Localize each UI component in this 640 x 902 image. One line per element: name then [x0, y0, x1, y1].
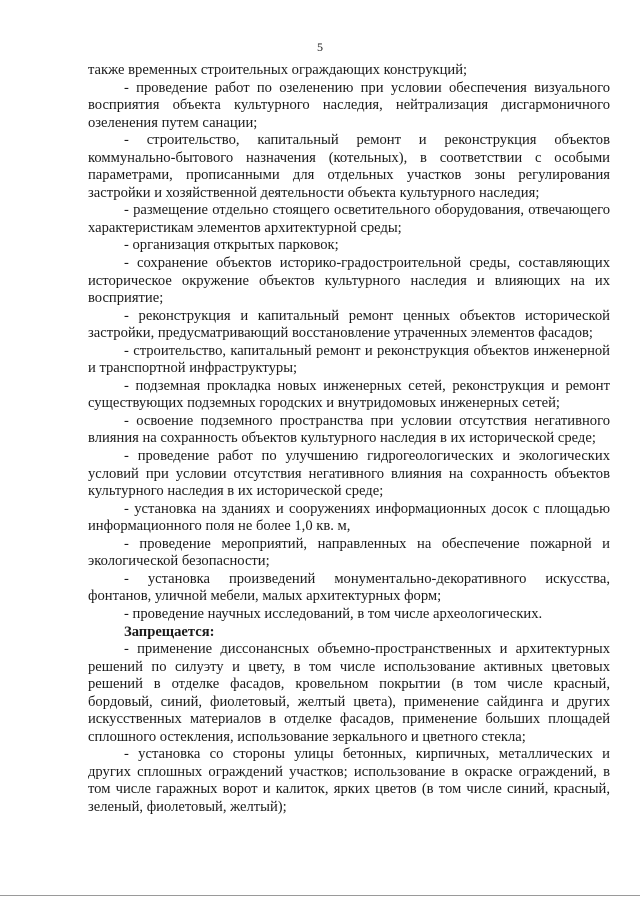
document-body [88, 62, 610, 817]
document-paragraph: также временных строительных ограждающих конструкций; [88, 62, 468, 78]
page-number: 5 [317, 40, 323, 54]
document-paragraph: - проведение научных исследований, в том числе археологических. [124, 605, 543, 622]
document-paragraph: - освоение подземного пространства при условии отсутствия негативного влияния на сохранность объектов культурного наследия в их исторической среде; [88, 412, 610, 447]
document-paragraph: - проведение работ по улучшению гидрогеологических и экологических условий при условии отсутствия негативного влияния на сохранность объектов культурного наследия в их исторической среде; [88, 448, 610, 500]
document-paragraph: - подземная прокладка новых инженерных сетей, реконструкция и ремонт существующих подземных городских и внутридомовых инженерных сетей; [88, 377, 610, 412]
document-paragraph: - установка произведений монументально-декоративного искусства, фонтанов, уличной мебели, малых архитектурных форм; [88, 570, 610, 605]
document-paragraph: - проведение мероприятий, направленных на обеспечение пожарной и экологической безопасности; [88, 535, 610, 570]
document-paragraph: - сохранение объектов историко-градостроительной среды, составляющих историческое окружение объектов культурного наследия и влияющих на их восприятие; [88, 255, 610, 307]
bottom-rule [0, 895, 640, 896]
document-paragraph: - организация открытых парковок; [124, 237, 339, 254]
document-paragraph: - установка на зданиях и сооружениях информационных досок с площадью информационного поля не более 1,0 кв. м, [88, 500, 610, 535]
document-paragraph: - установка со стороны улицы бетонных, кирпичных, металлических и других сплошных ограждений участков; использование в окраске ограждений, в том числе гаражных ворот и калиток, ярких цветов (в том числе синий, красный, зеленый, фиолетовый, желтый); [88, 746, 610, 815]
document-paragraph: - проведение работ по озеленению при условии обеспечения визуального восприятия объекта культурного наследия, нейтрализация дисгармоничного озеленения путем санации; [88, 79, 610, 131]
document-paragraph: - реконструкция и капитальный ремонт ценных объектов исторической застройки, предусматривающий восстановление утраченных элементов фасадов; [88, 307, 610, 342]
document-paragraph: - строительство, капитальный ремонт и реконструкция объектов инженерной и транспортной инфраструктуры; [88, 342, 610, 377]
document-paragraph: - размещение отдельно стоящего осветительного оборудования, отвечающего характеристикам элементов архитектурной среды; [88, 202, 610, 236]
section-heading: Запрещается: [124, 623, 215, 640]
document-paragraph: - применение диссонансных объемно-пространственных и архитектурных решений по силуэту и цвету, в том числе использование активных цветовых решений в отделке фасадов, кровельном покрытии (в том числе красный, бордовый, синий, фиолетовый, желтый цвета), применение сайдинга и других искусственных материалов в отделке фасадов, применение больших площадей сплошного остекления, использование зеркального и цветного стекла; [88, 641, 610, 745]
document-paragraph: - строительство, капитальный ремонт и реконструкция объектов коммунально-бытового назначения (котельных), в соответствии с особыми параметрами, прописанными для отдельных участков зоны регулирования застройки и хозяйственной деятельности объекта культурного наследия; [88, 132, 610, 201]
